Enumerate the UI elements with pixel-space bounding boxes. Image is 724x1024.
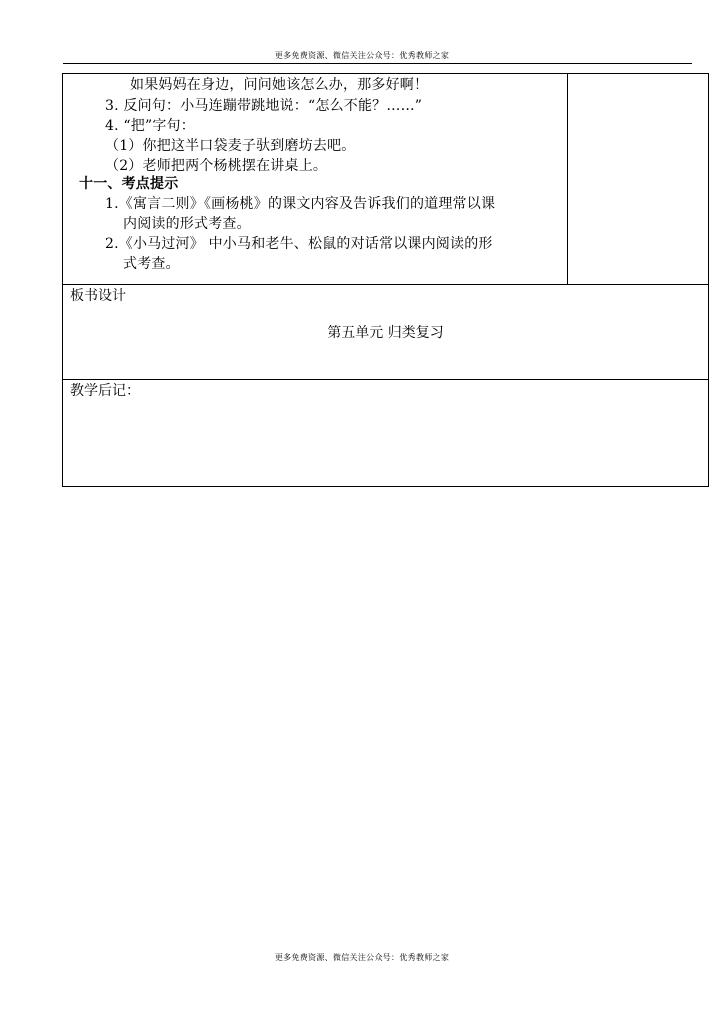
content-line-1: 如果妈妈在身边，问问她该怎么办，那多好啊！ bbox=[130, 77, 429, 93]
board-design-title: 第五单元 归类复习 bbox=[327, 325, 444, 341]
teaching-notes-label: 教学后记： bbox=[70, 383, 140, 399]
content-row bbox=[63, 74, 708, 285]
page-header-text: 更多免费资源、微信关注公众号：优秀教师之家 bbox=[274, 51, 450, 60]
teaching-notes-row bbox=[63, 380, 708, 486]
content-line-9: 2.《小马过河》 中小马和老牛、松鼠的对话常以课内阅读的形 bbox=[105, 236, 493, 252]
content-line-5: （2）老师把两个杨桃摆在讲桌上。 bbox=[105, 158, 328, 174]
content-line-4: （1）你把这半口袋麦子驮到磨坊去吧。 bbox=[105, 138, 356, 154]
header-rule bbox=[63, 63, 692, 64]
page-footer-text: 更多免费资源、微信关注公众号：优秀教师之家 bbox=[274, 953, 450, 962]
content-line-3: 4. “把”字句： bbox=[105, 118, 195, 134]
section-heading-exam-tips: 十一、考点提示 bbox=[79, 176, 179, 192]
lesson-table bbox=[62, 73, 709, 487]
content-line-2: 3. 反问句：小马连蹦带跳地说：“怎么不能？……” bbox=[105, 98, 423, 114]
board-design-row bbox=[63, 285, 708, 380]
content-line-8: 内阅读的形式考查。 bbox=[123, 216, 251, 232]
right-column-divider bbox=[567, 74, 568, 284]
board-design-label: 板书设计 bbox=[70, 288, 126, 304]
content-line-7: 1.《寓言二则》《画杨桃》的课文内容及告诉我们的道理常以课 bbox=[105, 196, 496, 212]
content-line-10: 式考查。 bbox=[123, 256, 180, 272]
